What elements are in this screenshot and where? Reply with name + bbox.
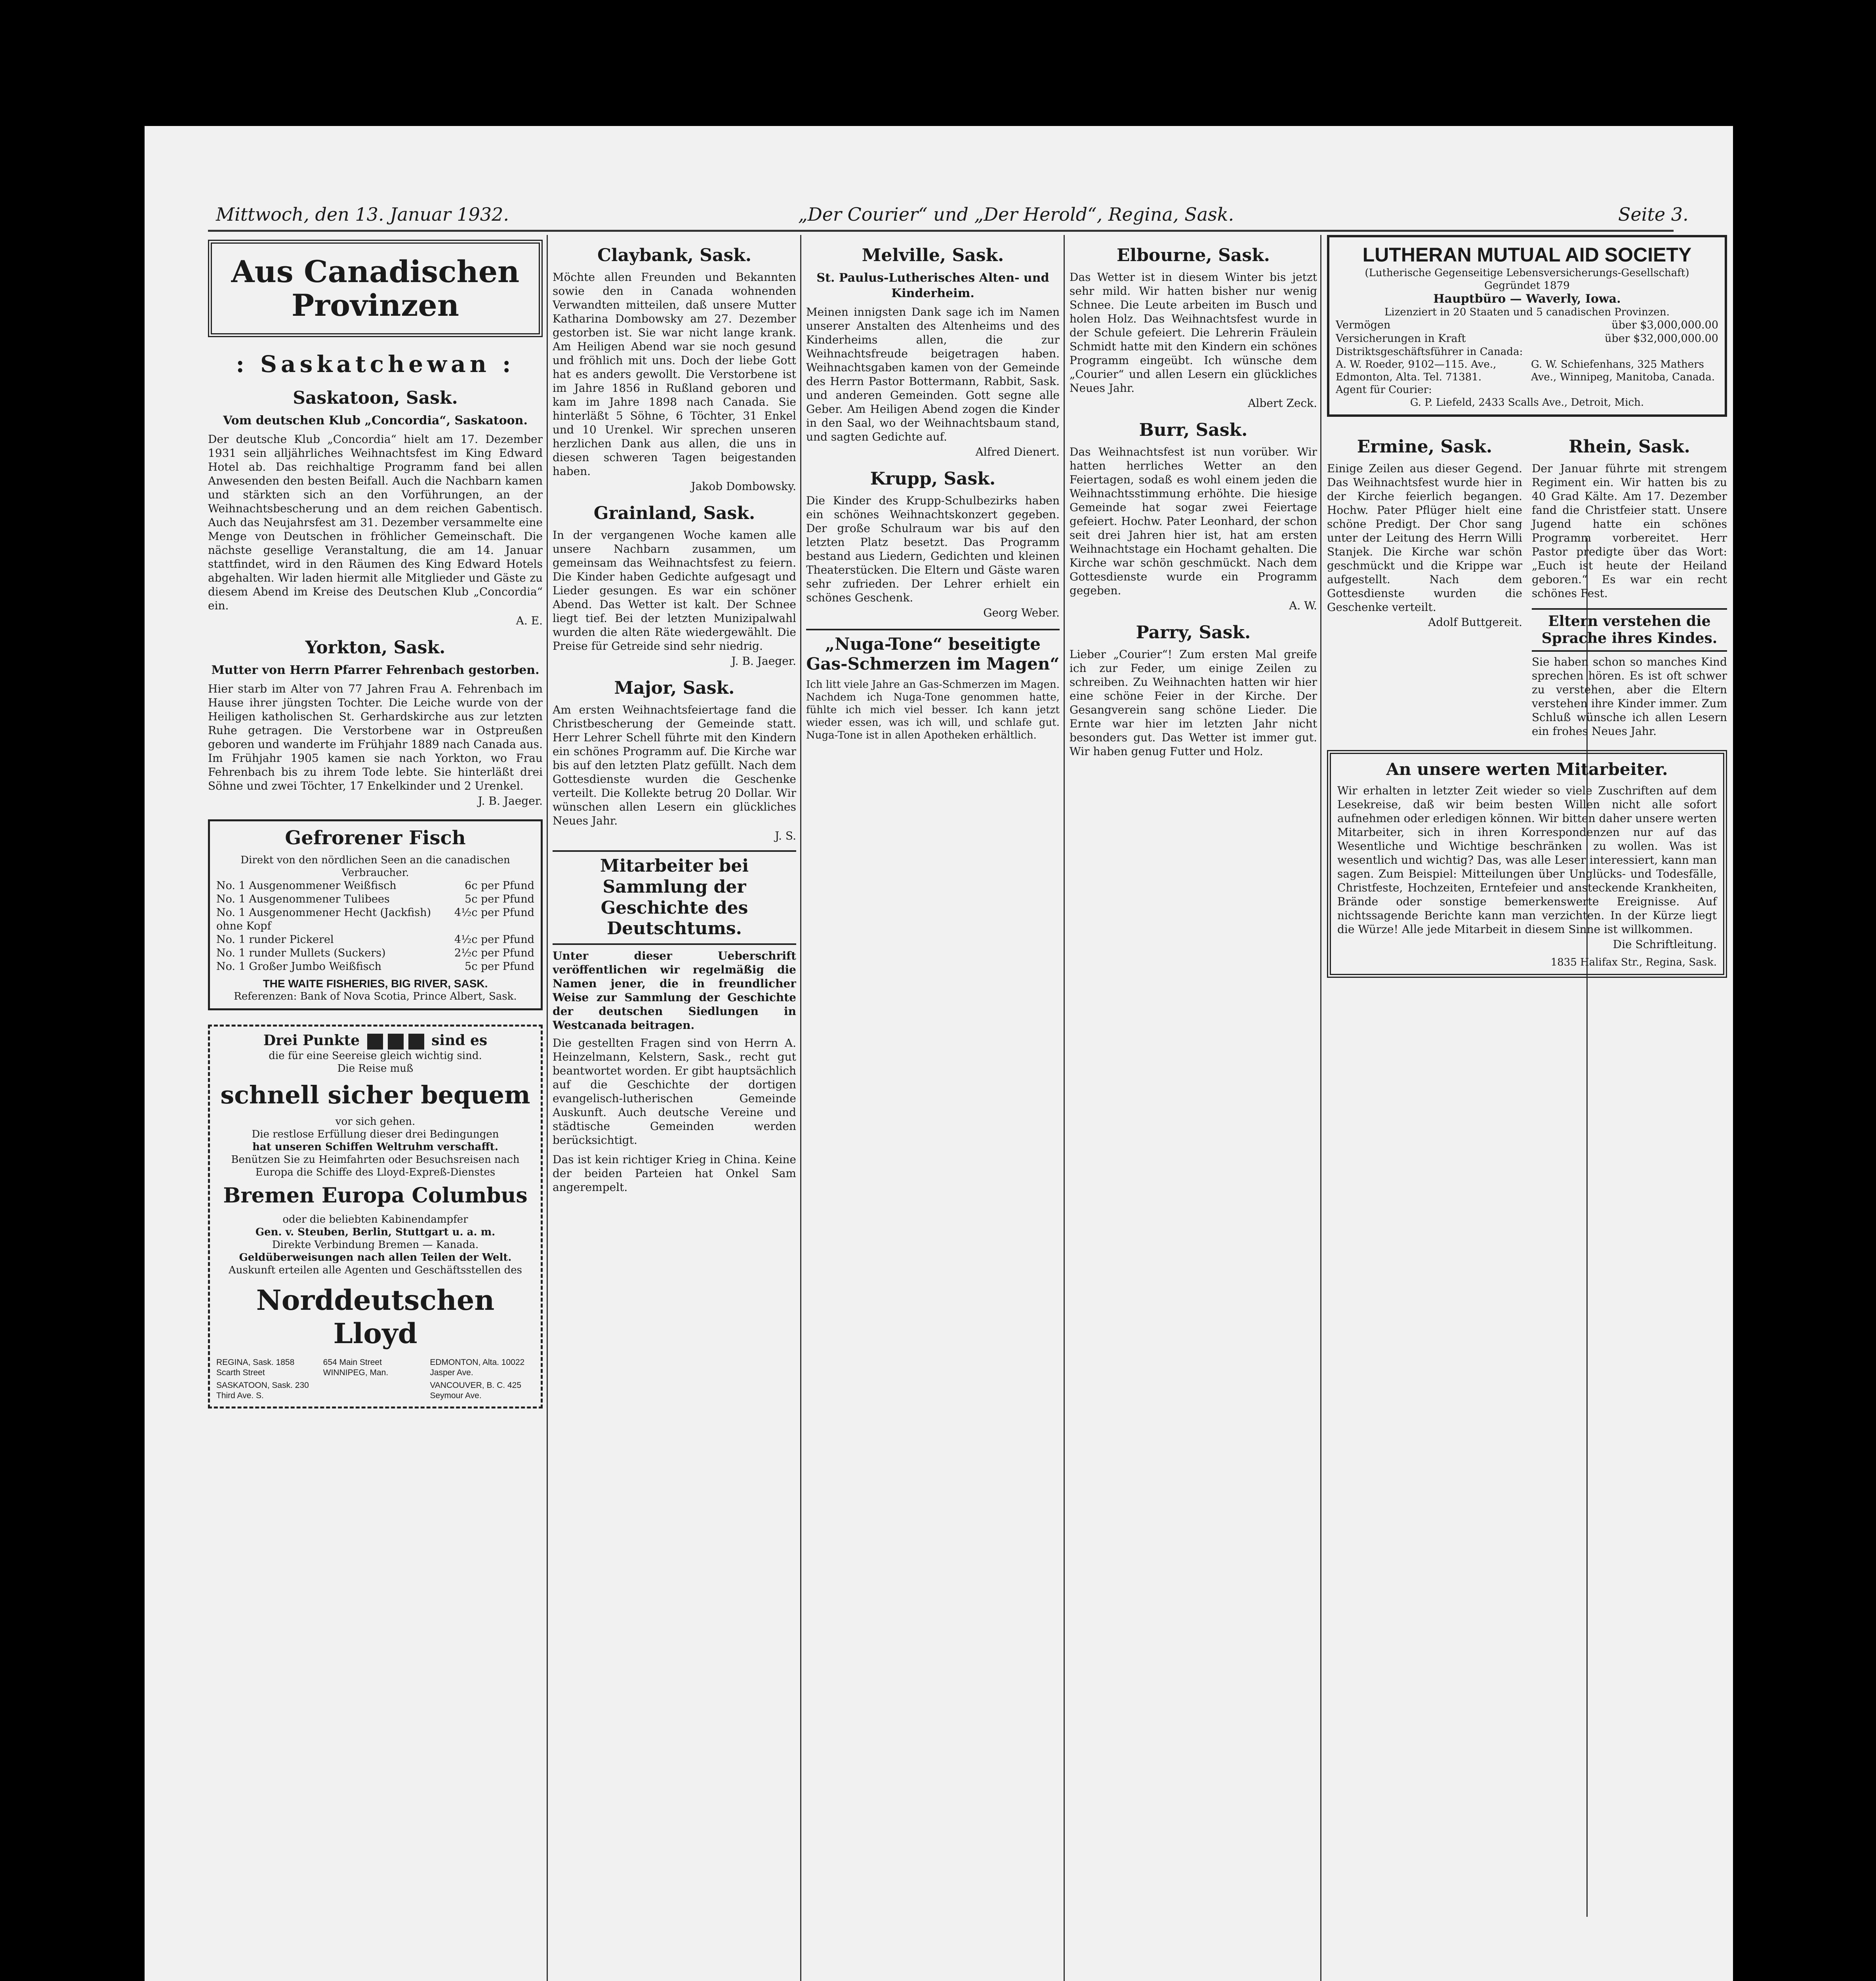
lloyd-line: Direkte Verbindung Bremen — Kanada. (272, 1239, 479, 1251)
article-body: Möchte allen Freunden und Bekannten sowie den in Canada wohnenden Verwandten mitteilen, daß unsere Mutter Katharina Dombowsky am 27. Dezember gestorben ist. Sie war nicht lange krank. Am Heiligen Abend war sie noch gesund und fröhlich mit uns. Doch der liebe Gott hat es anders gewollt. Die Verstorbene ist im Jahre 1856 in Rußland geboren und kam im Jahre 1898 nach Canada. Sie hinterläßt 5 Söhne, 6 Töchter, 31 Enkel und 10 Urenkel. Wir sprechen unseren herzlichen Dank aus allen, die uns in diesen schweren Tagen beigestanden haben. (553, 271, 796, 478)
fish-advertisement (208, 819, 543, 1010)
article-signature: Adolf Buttgereit. (1428, 616, 1522, 629)
appeal-title: Mitarbeiter bei Sammlung der Geschichte des Deutschtums. (600, 856, 749, 939)
closing-note: Das ist kein richtiger Krieg in China. Keine der beiden Parteien hat Onkel Sam angerempelt. (553, 1153, 796, 1194)
header-rule (208, 230, 1674, 232)
price-row (216, 893, 534, 906)
office-address: VANCOUVER, B. C. 425 Seymour Ave. (430, 1380, 522, 1400)
lloyd-line: hat unseren Schiffen Weltruhm verschafft. (252, 1141, 498, 1153)
lloyd-top-text-right: sind es (431, 1032, 488, 1049)
column-divider (800, 235, 801, 1981)
article-title: Grainland, Sask. (593, 503, 755, 523)
item-name: No. 1 runder Mullets (Suckers) (216, 947, 386, 959)
article-title: Ermine, Sask. (1357, 437, 1493, 457)
article-signature: Albert Zeck. (1248, 397, 1317, 410)
square-icon (388, 1034, 404, 1050)
col5-split (1327, 426, 1727, 738)
lloyd-offices (216, 1357, 534, 1401)
lloyd-brand: Norddeutschen Lloyd (256, 1283, 495, 1350)
column-divider (547, 235, 548, 1981)
office-address: 654 Main Street WINNIPEG, Man. (323, 1357, 389, 1377)
section-heading: : Saskatchewan : (236, 351, 515, 378)
article-signature: A. E. (516, 614, 543, 628)
notice-address: 1835 Halifax Str., Regina, Sask. (1550, 956, 1717, 968)
item-name: No. 1 Großer Jumbo Weißfisch (216, 960, 382, 973)
article (1070, 622, 1317, 758)
column-divider (1064, 235, 1065, 1981)
nuga-title: „Nuga-Tone“ beseitigte Gas-Schmerzen im Magen“ (806, 634, 1060, 674)
price-row (216, 906, 534, 933)
col5-left (1327, 426, 1522, 738)
fish-references: Referenzen: Bank of Nova Scotia, Prince Albert, Sask. (234, 990, 517, 1002)
article (208, 388, 543, 627)
fish-ad-title: Gefrorener Fisch (285, 827, 466, 849)
article-subtitle: Mutter von Herrn Pfarrer Fehrenbach gestorben. (211, 663, 540, 678)
masthead-line: „Der Courier“ und „Der Herold“, Regina, Sask. (798, 204, 1234, 225)
notice-title: An unsere werten Mitarbeiter. (1386, 760, 1668, 779)
item-name: No. 1 Ausgenommener Weißfisch (216, 879, 397, 892)
lloyd-line: oder die beliebten Kabinendampfer (282, 1213, 468, 1225)
lloyd-advertisement (208, 1025, 543, 1408)
article-title: Krupp, Sask. (870, 469, 996, 489)
article-body: Der deutsche Klub „Concordia“ hielt am 17. Dezember 1931 sein alljährliches Weihnachtsfest im King Edward Hotel ab. Das reichhaltige Programm fand bei allen Anwesenden den besten Beifall. Auch die Nachbarn kamen und stärkten sich an den Vorführungen, an der Weihnachtsbescherung und an dem reichen Gabentisch. Auch das Neujahrsfest am 31. Dezember versammelte eine Menge von Deutschen in fröhlicher Gemeinschaft. Die nächste gesellige Veranstaltung, die am 14. Januar stattfindet, wird in den Räumen des King Edward Hotels abgehalten. Wir laden hiermit alle Mitglieder und Gäste zu diesem Abend im Kreise des Deutschen Klub „Concordia“ ein. (208, 433, 543, 613)
provinces-banner (208, 240, 543, 337)
office-address: EDMONTON, Alta. 10022 Jasper Ave. (430, 1357, 525, 1377)
agents-row (1336, 358, 1718, 384)
appeal-body: Die gestellten Fragen sind von Herrn A. Heinzelmann, Kelstern, Sask., recht gut beantwortet worden. Er gibt hauptsächlich auf die Geschichte der dortigen evangelisch-lutherischen Gemeinde Auskunft. Auch deutsche Vereine und städtische Gemeinden werden berücksichtigt. (553, 1036, 796, 1147)
article (208, 637, 543, 807)
lloyd-top-line (216, 1032, 534, 1050)
article-title: Elbourne, Sask. (1116, 245, 1270, 265)
notice-signature: Die Schriftleitung. (1613, 937, 1717, 951)
article-title: Major, Sask. (614, 678, 735, 698)
article (1070, 420, 1317, 612)
article-subtitle: Vom deutschen Klub „Concordia“, Saskatoon. (223, 414, 528, 428)
article-body: In der vergangenen Woche kamen alle unsere Nachbarn zusammen, um gemeinsam das Weihnachtsfest zu feiern. Die Kinder haben Gedichte aufgesagt und Lieder gesungen. Es war ein schöner Abend. Das Wetter ist kalt. Der Schnee liegt tief. Bei der letzten Munizipalwahl wurden die alten Räte wiedergewählt. Die Preise für Getreide sind sehr niedrig. (553, 529, 796, 653)
eltern-box (1532, 608, 1727, 652)
article-body: Lieber „Courier“! Zum ersten Mal greife ich zur Feder, um einige Zeilen zu schreiben. Zu Weihnachten hatten wir hier eine schöne Feier in der Kirche. Der Gesangverein sang schöne Lieder. Die Ernte war hier im letzten Jahr nicht besonders gut. Das Wetter ist immer gut. Wir haben genug Futter und Holz. (1070, 648, 1317, 758)
item-price: 4½c per Pfund (454, 933, 534, 946)
insurance-row (1336, 332, 1718, 345)
lutheran-states: Lizenziert in 20 Staaten und 5 canadischen Provinzen. (1384, 306, 1670, 318)
article-body: Das Wetter ist in diesem Winter bis jetzt sehr mild. Wir hatten bisher nur wenig Schnee. Die Leute arbeiten im Busch und holen Holz. Das Weihnachtsfest wurde in der Schule gefeiert. Die Lehrerin Fräulein Schmidt hatte mit den Kindern ein schönes Programm eingeübt. Ich wünsche dem „Courier“ und allen Lesern ein glückliches Neues Jahr. (1070, 271, 1317, 395)
item-price: 6c per Pfund (465, 879, 534, 892)
appeal-box (553, 850, 796, 945)
assets-row (1336, 319, 1718, 332)
article-title: Rhein, Sask. (1569, 437, 1690, 457)
price-row (216, 960, 534, 973)
office-address: REGINA, Sask. 1858 Scarth Street (216, 1357, 295, 1377)
column-divider (1320, 235, 1321, 1981)
lloyd-line: Geldüberweisungen nach allen Teilen der Welt. (239, 1251, 512, 1263)
square-icon (408, 1034, 424, 1050)
lloyd-line: Die restlose Erfüllung dieser drei Bedingungen (252, 1128, 499, 1141)
article-title: Yorkton, Sask. (305, 637, 446, 658)
article-signature: Georg Weber. (983, 606, 1060, 619)
lloyd-line: Auskunft erteilen alle Agenten und Geschäftsstellen des (229, 1264, 522, 1276)
fish-ad-intro: Direkt von den nördlichen Seen an die canadischen Verbraucher. (240, 854, 510, 879)
item-price: 5c per Pfund (465, 893, 534, 905)
article-body: Meinen innigsten Dank sage ich im Namen unserer Anstalten des Altenheims und des Kinderheims allen, die zur Weihnachtsfreude beigetragen haben. Weihnachtsgaben kamen von der Gemeinde des Herrn Pastor Bottermann, Rabbit, Sask. und anderen Gemeinden. Gott segne alle Geber. Am Heiligen Abend zogen die Kinder in den Saal, wo der Weihnachtsbaum stand, und sagten Gedichte auf. (806, 305, 1060, 443)
lloyd-line: Gen. v. Steuben, Berlin, Stuttgart u. a. m. (255, 1226, 496, 1238)
article (553, 503, 796, 668)
column-1 (208, 235, 543, 1981)
item-price: 5c per Pfund (465, 960, 534, 973)
notice-body: Wir erhalten in letzter Zeit wieder so viele Zuschriften auf dem Lesekreise, daß wir beim besten Willen nicht alle sofort aufnehmen oder erledigen können. Wir bitten daher unsere werten Mitarbeiter, sich in ihren Korrespondenzen nur auf das Wesentliche und Wichtige beschränken zu wollen. Was ist wesentlich und wichtig? Das, was alle Leser interessiert, kann man sagen. Zum Beispiel: Mitteilungen über Unglücks- und Todesfälle, Christfeste, Hochzeiten, Erntefeier und ansteckende Krankheiten, Brände oder sonstige bemerkenswerte Ereignisse. Auf nichtssagende Berichte kann man verzichten. In der Kürze liegt die Würze! Alle jede Mitarbeit in diesem Sinne ist willkommen. (1337, 784, 1717, 936)
office-address (323, 1380, 428, 1401)
article-body: Die Kinder des Krupp-Schulbezirks haben ein schönes Weihnachtskonzert gegeben. Der große Schulraum war bis auf den letzten Platz besetzt. Das Programm bestand aus Liedern, Gedichten und kleinen Theaterstücken. Die Eltern und Gäste waren sehr zufrieden. Der Lehrer erhielt ein schönes Geschenk. (806, 494, 1060, 604)
assets-label: Vermögen (1336, 319, 1391, 331)
article-title: Melville, Sask. (862, 245, 1004, 265)
lloyd-slogan: schnell sicher bequem (220, 1080, 530, 1109)
item-price: 2½c per Pfund (454, 947, 534, 959)
article-title: Saskatoon, Sask. (293, 388, 458, 408)
article-signature: A. W. (1289, 599, 1317, 612)
col5-right (1532, 426, 1727, 738)
article (553, 678, 796, 842)
lutheran-advertisement (1327, 235, 1727, 417)
article-body: Der Januar führte mit strengem Regiment ein. Wir hatten bis zu 40 Grad Kälte. Am 17. Dezember fand die Christfeier statt. Unsere Jugend hatte ein schönes Programm vorbereitet. Herr Pastor predigte über das Wort: „Euch ist heute der Heiland geboren.“ Es war ein recht schönes Fest. (1532, 462, 1727, 600)
column-3 (806, 235, 1060, 1981)
lloyd-line: vor sich gehen. (335, 1116, 416, 1128)
assets-value: über $3,000,000.00 (1611, 319, 1718, 331)
column-4 (1070, 235, 1317, 1981)
lloyd-line: Benützen Sie zu Heimfahrten oder Besuchsreisen nach Europa die Schiffe des Lloyd-Expreß-Dienstes (231, 1154, 520, 1179)
item-name: No. 1 Ausgenommener Tulibees (216, 893, 390, 905)
article-body: Hier starb im Alter von 77 Jahren Frau A. Fehrenbach im Hause ihrer jüngsten Tochter. Die Leiche wurde von der Heiligen katholischen St. Gerhardskirche aus zur letzten Ruhe getragen. Die Verstorbene war in Ostpreußen geboren und wanderte im Frühjahr 1889 nach Canada aus. Im Frühjahr 1905 kamen sie nach Yorkton, wo Frau Fehrenbach bis zu ihrem Tode lebte. Sie hinterläßt drei Söhne und zwei Töchter, 17 Enkelkinder und 2 Urenkel. (208, 682, 543, 793)
article-body: Einige Zeilen aus dieser Gegend. Das Weihnachtsfest wurde hier in der Kirche feierlich begangen. Hochw. Pater Pflüger hielt eine schöne Predigt. Der Chor sang unter der Leitung des Herrn Willi Stanjek. Die Kirche war schön geschmückt und die Krippe war aufgestellt. Nach dem Gottesdienste wurden die Geschenke verteilt. (1327, 462, 1522, 614)
issue-date: Mittwoch, den 13. Januar 1932. (216, 204, 509, 225)
lloyd-line: die für eine Seereise gleich wichtig sind. (269, 1050, 482, 1062)
page-number: Seite 3. (1618, 204, 1689, 225)
insurance-value: über $32,000,000.00 (1605, 332, 1718, 345)
office-address: SASKATOON, Sask. 230 Third Ave. S. (216, 1380, 309, 1400)
agent-address: A. W. Roeder, 9102—115. Ave., Edmonton, Alta. Tel. 71381. (1336, 359, 1497, 383)
square-icon (367, 1034, 383, 1050)
fish-company: THE WAITE FISHERIES, BIG RIVER, SASK. (263, 977, 488, 990)
lutheran-hq: Hauptbüro — Waverly, Iowa. (1433, 292, 1621, 306)
article (553, 245, 796, 493)
item-name: No. 1 Ausgenommener Hecht (Jackfish) ohne Kopf (216, 906, 431, 932)
agent-address: G. W. Schiefenhans, 325 Mathers Ave., Winnipeg, Manitoba, Canada. (1531, 359, 1715, 383)
lloyd-ships: Bremen Europa Columbus (223, 1183, 528, 1208)
eltern-body: Sie haben schon so manches Kind sprechen hören. Es ist oft schwer zu verstehen, aber die Eltern verstehen ihre Kinder immer. Zum Schluß wünsche ich allen Lesern ein frohes Neues Jahr. (1532, 655, 1727, 738)
article-body: Am ersten Weihnachtsfeiertage fand die Christbescherung der Gemeinde statt. Herr Lehrer Schell führte mit den Kindern ein schönes Programm auf. Die Kirche war bis auf den letzten Platz gefüllt. Nach dem Gottesdienste wurden die Geschenke verteilt. Die Kollekte betrug 20 Dollar. Wir wünschen allen Lesern ein glückliches Neues Jahr. (553, 703, 796, 827)
column-5 (1327, 235, 1727, 1981)
article-signature: J. B. Jaeger. (478, 794, 543, 808)
nuga-body: Ich litt viele Jahre an Gas-Schmerzen im Magen. Nachdem ich Nuga-Tone genommen hatte, fühlte ich mich viel besser. Ich kann jetzt wieder essen, was ich will, und schlafe gut. Nuga-Tone ist in allen Apotheken erhältlich. (806, 678, 1060, 741)
article-title: Claybank, Sask. (597, 245, 752, 265)
eltern-title: Eltern verstehen die Sprache ihres Kindes. (1541, 613, 1718, 647)
article-title: Burr, Sask. (1139, 420, 1248, 440)
lutheran-founded: Gegründet 1879 (1484, 280, 1570, 292)
price-row (216, 879, 534, 893)
newspaper-page (145, 126, 1733, 1981)
price-row (216, 947, 534, 960)
article-subtitle: St. Paulus-Lutherisches Alten- und Kinderheim. (816, 271, 1049, 300)
price-row (216, 933, 534, 947)
item-name: No. 1 runder Pickerel (216, 933, 334, 946)
lloyd-line: Die Reise muß (337, 1062, 414, 1074)
district-label: Distriktsgeschäftsführer in Canada: (1336, 346, 1523, 358)
article-signature: J. S. (775, 829, 796, 842)
article (806, 469, 1060, 619)
agent-label: Agent für Courier: (1336, 384, 1432, 396)
appeal-lead: Unter dieser Ueberschrift veröffentlichen wir regelmäßig die Namen jener, die in freundlicher Weise zur Sammlung der Geschichte der deutschen Siedlungen in Westcanada beitragen. (553, 949, 796, 1032)
article-signature: Alfred Dienert. (975, 445, 1060, 458)
article (806, 245, 1060, 458)
lutheran-sub: (Lutherische Gegenseitige Lebensversicherungs-Gesellschaft) (1365, 267, 1689, 279)
article (1070, 245, 1317, 410)
item-price: 4½c per Pfund (454, 906, 534, 919)
article-signature: Jakob Dombowsky. (691, 480, 796, 493)
banner-title: Aus Canadischen Provinzen (231, 254, 520, 323)
nuga-tone-ad (806, 629, 1060, 742)
mitarbeiter-notice (1327, 750, 1727, 977)
insurance-label: Versicherungen in Kraft (1336, 332, 1466, 345)
article-body: Das Weihnachtsfest ist nun vorüber. Wir hatten herrliches Wetter an den Feiertagen, sodaß es wohl einem jeden die Weihnachtsstimmung erhöhte. Die hiesige Gemeinde hat sogar zwei Feiertage gefeiert. Hochw. Pater Leonhard, der schon seit drei Jahren hier ist, hat am ersten Weihnachtstage ein Hochamt gehalten. Die Kirche war schön geschmückt. Nach dem Gottesdienste wurde ein Programm gegeben. (1070, 445, 1317, 597)
lutheran-title: LUTHERAN MUTUAL AID SOCIETY (1362, 244, 1692, 266)
article-signature: J. B. Jaeger. (731, 655, 796, 668)
column-2 (553, 235, 796, 1981)
lloyd-top-text: Drei Punkte (263, 1032, 360, 1049)
article-title: Parry, Sask. (1136, 622, 1251, 643)
agent-address: G. P. Liefeld, 2433 Scalls Ave., Detroit, Mich. (1410, 397, 1644, 408)
